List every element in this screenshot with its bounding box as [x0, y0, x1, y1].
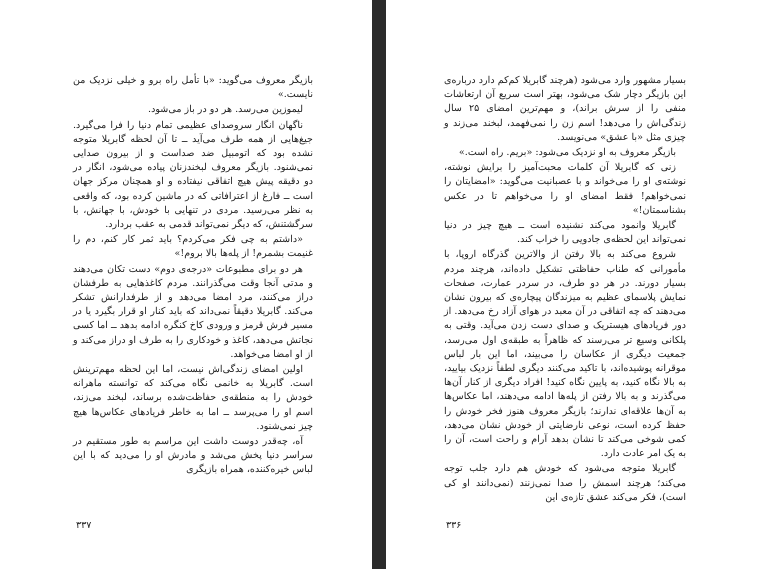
paragraph: لیموزین می‌رسد. هر دو در باز می‌شود. — [148, 104, 303, 116]
paragraph: ناگهان انگار سروصدای عظیمی تمام دنیا را فرا می‌گیرد. جیغ‌هایی از همه طرف می‌آید ــ تا آن لحظه گابریلا متوجه نشده بود که اتومبیل ضد صداست و از بیرون صدایی نمی‌شنود. بازیگر معروف لبخندزنان پیاده می‌شود، انگار در دو دقیقه پیش هیچ اتفاقی نیفتاده و او همچنان مرکز جهان است ــ فارغ از اعترافاتی که در ماشین کرده بود، که واقعی به نظر می‌رسید. مردی در تنهایی با خودش، با جهانش، با سرگشتنش، که دیگر نمی‌تواند قدمی به عقب بردارد. — [73, 119, 313, 231]
paragraph: بازیگر معروف به او نزدیک می‌شود: «بریم. راه است.» — [458, 147, 676, 159]
paragraph: هر دو برای مطبوعات «درجه‌ی دوم» دست تکان می‌دهند و مدتی آنجا وقت می‌گذرانند. مردم کاغذهایی به طرفشان دراز می‌کنند، مرد امضا می‌دهد و از طرفدارانش تشکر می‌کند. گابریلا دقیقاً نمی‌داند که باید کنار او قرار بگیرد یا در مسیر فرش قرمز و ورودی کاخ کنگره ادامه بدهد ــ اما کسی نجاتش می‌دهد، کاغذ و خودکاری را به طرف او دراز می‌کند و از او امضا می‌خواهد. — [73, 263, 313, 360]
left-page-text — [73, 74, 313, 479]
page-number: ۳۳۶ — [446, 520, 462, 531]
paragraph: بازیگر معروف می‌گوید: «با تأمل راه برو و خیلی نزدیک من نایست.» — [73, 75, 313, 101]
left-page — [0, 0, 372, 569]
paragraph: «داشتم به چی فکر می‌کردم؟ باید ثمر کار کنم، دم را غنیمت بشمرم! از پله‌ها بالا برو‌م!» — [73, 234, 313, 260]
right-page — [386, 0, 768, 569]
paragraph: بسیار مشهور وارد می‌شود (هرچند گابریلا کم‌کم دارد درباره‌ی این بازیگر دچار شک می‌شود، بهتر است سریع آن ارتعاشات منفی را از سرش براند)، و مهم‌ترین امضای ۲۵ سال زندگی‌اش را می‌دهد! اسم زن را نمی‌فهمد، لبخند می‌زند و چیزی مثل «با عشق» می‌نویسد. — [444, 75, 686, 143]
page-number: ۳۳۷ — [76, 520, 92, 531]
paragraph: گابریلا وانمود می‌کند نشنیده است ــ هیچ چیز در دنیا نمی‌تواند این لحظه‌ی جادویی را خراب کند. — [444, 220, 686, 246]
book-gutter — [372, 0, 386, 569]
paragraph: گابریلا متوجه می‌شود که خودش هم دارد جلب توجه می‌کند؛ هرچند اسمش را صدا نمی‌زنند (نمی‌دانند او کی است)، فکر می‌کند عشق تازه‌ی این — [444, 463, 686, 503]
paragraph: شروع می‌کند به بالا رفتن از والاترین گذرگاه اروپا، با مأمورانی که طناب حفاظتی تشکیل داده‌اند، هرچند مردم بسیار دورند. در هر دو طرف، در سردر عمارت، صفحات نمایش پلاسمای عظیم به میزندگان پیچاره‌ی که بیرون نشان می‌دهند که چه اتفاقی در آن معبد در هوای آزاد رخ می‌دهد. از دور فریادهای هیستریک و صدای دست زدن می‌آید. وقتی به پلکانی وسیع تر می‌رسند که ظاهراً به طبقه‌ی اول می‌رسد، جمعیت دیگری از عکاسان را می‌بیند، اما این بار لباس موقرانه پوشیده‌اند، با تاکید می‌کنند دیگری لطفاً نزدیک بیایید، به بالا نگاه کنید، به پایین نگاه کنید! افراد دیگری از کنار آن‌ها می‌گذرند و به بالا رفتن از پله‌ها ادامه می‌دهند، اما عکاس‌ها به آن‌ها علاقه‌ای ندارند؛ بازیگر معروف هنوز فخر خودش را حفظ کرده است، نوعی نارضایتی از خودش نشان می‌دهد، کمی شوخی می‌کند تا نشان بدهد آرام و راحت است، آن را به یک امر عادت دارد. — [444, 249, 686, 460]
paragraph: آه، چه‌قدر دوست داشت این مراسم به طور مستقیم در سراسر دنیا پخش می‌شد و مادرش او را می‌دید که با این لباس خیره‌کننده، همراه بازیگری — [73, 436, 313, 476]
paragraph: زنی که گابریلا آن کلمات محبت‌آمیز را برایش نوشته، نوشته‌ی او را می‌خواند و با عصبانیت می‌گوید: «امضایتان را نمی‌خواهم! فقط امضای او را می‌خواهم تا در عکس بشناسمتان!» — [444, 162, 686, 216]
right-page-text — [444, 74, 686, 506]
paragraph: اولین امضای زندگی‌اش نیست، اما این لحظه مهم‌ترینش است. گابریلا به خانمی نگاه می‌کند که توانسته ماهرانه خودش را به منطقه‌ی حفاظت‌شده برساند، لبخند می‌زند، اسم او را می‌پرسد ــ اما به خاطر فریادهای عکاس‌ها هیچ چیز نمی‌شنود. — [73, 364, 313, 432]
